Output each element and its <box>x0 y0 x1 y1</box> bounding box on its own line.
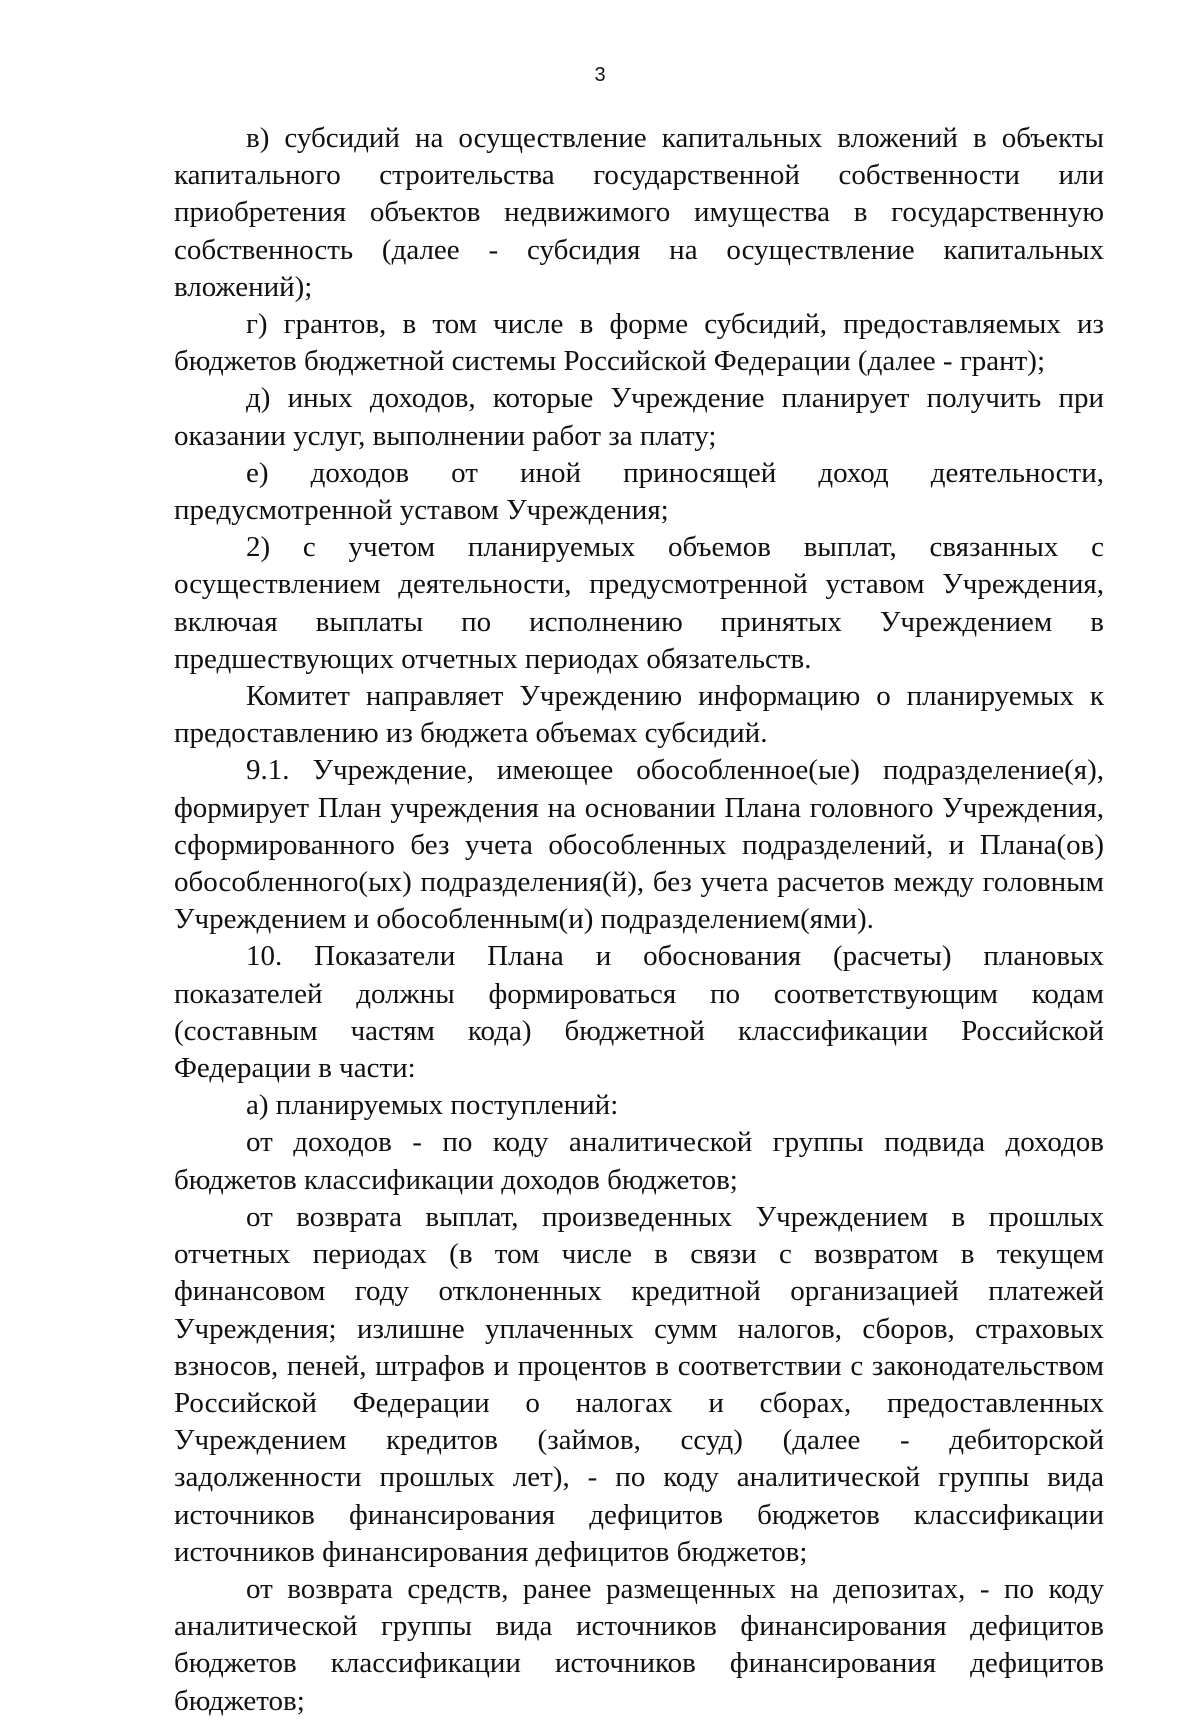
paragraph-d-other-income: д) иных доходов, которые Учреждение планирует получить при оказании услуг, выполнении работ за плату; <box>174 382 1104 452</box>
paragraph-v-capital-investment-subsidies: в) субсидий на осуществление капитальных вложений в объекты капитального строительства государственной собственности или приобретения объектов недвижимого имущества в государственную собственность (далее - субсидия на осуществление капитальных вложений); <box>174 122 1104 303</box>
paragraph-committee-subsidy-info: Комитет направляет Учреждению информацию о планируемых к предоставлению из бюджета объемах субсидий. <box>174 680 1104 750</box>
paragraph-9-1-separate-divisions: 9.1. Учреждение, имеющее обособленное(ые) подразделение(я), формирует План учреждения на основании Плана головного Учреждения, сформированного без учета обособленных подразделений, и Плана(ов) обособленного(ых) подразделения(й), без учета расчетов между головным Учреждением и обособленным(и) подразделением(ями). <box>174 754 1104 936</box>
document-body <box>174 120 1104 1720</box>
paragraph-e-income-generating-activity: е) доходов от иной приносящей доход деятельности, предусмотренной уставом Учреждения; <box>174 456 1104 527</box>
paragraph-10-plan-indicators: 10. Показатели Плана и обоснования (расчеты) плановых показателей должны формироваться по соответствующим кодам (составным частям кода) бюджетной классификации Российской Федерации в части: <box>174 940 1104 1085</box>
paragraph-g-grants: г) грантов, в том числе в форме субсидий, предоставляемых из бюджетов бюджетной системы Российской Федерации (далее - грант); <box>174 308 1104 378</box>
paragraph-from-deposit-returns: от возврата средств, ранее размещенных на депозитах, - по коду аналитической группы вида источников финансирования дефицитов бюджетов классификации источников финансирования дефицитов бюджетов; <box>174 1572 1104 1717</box>
paragraph-from-payment-returns: от возврата выплат, произведенных Учреждением в прошлых отчетных периодах (в том числе в связи с возвратом в текущем финансовом году отклоненных кредитной организацией платежей Учреждения; излишне уплаченных сумм налогов, сборов, страховых взносов, пеней, штрафов и процентов в соответствии с законодательством Российской Федерации о налогах и сборах, предоставленных Учреждением кредитов (займов, ссуд) (далее - дебиторской задолженности прошлых лет), - по коду аналитической группы вида источников финансирования дефицитов бюджетов классификации источников финансирования дефицитов бюджетов; <box>174 1200 1104 1568</box>
paragraph-from-income: от доходов - по коду аналитической группы подвида доходов бюджетов классификации доходов бюджетов; <box>174 1126 1104 1196</box>
paragraph-2-planned-payments: 2) с учетом планируемых объемов выплат, связанных с осуществлением деятельности, предусмотренной уставом Учреждения, включая выплаты по исполнению принятых Учреждением в предшествующих отчетных периодах обязательств. <box>174 531 1104 675</box>
page-number: 3 <box>594 64 606 86</box>
paragraph-a-planned-receipts: а) планируемых поступлений: <box>246 1089 619 1122</box>
